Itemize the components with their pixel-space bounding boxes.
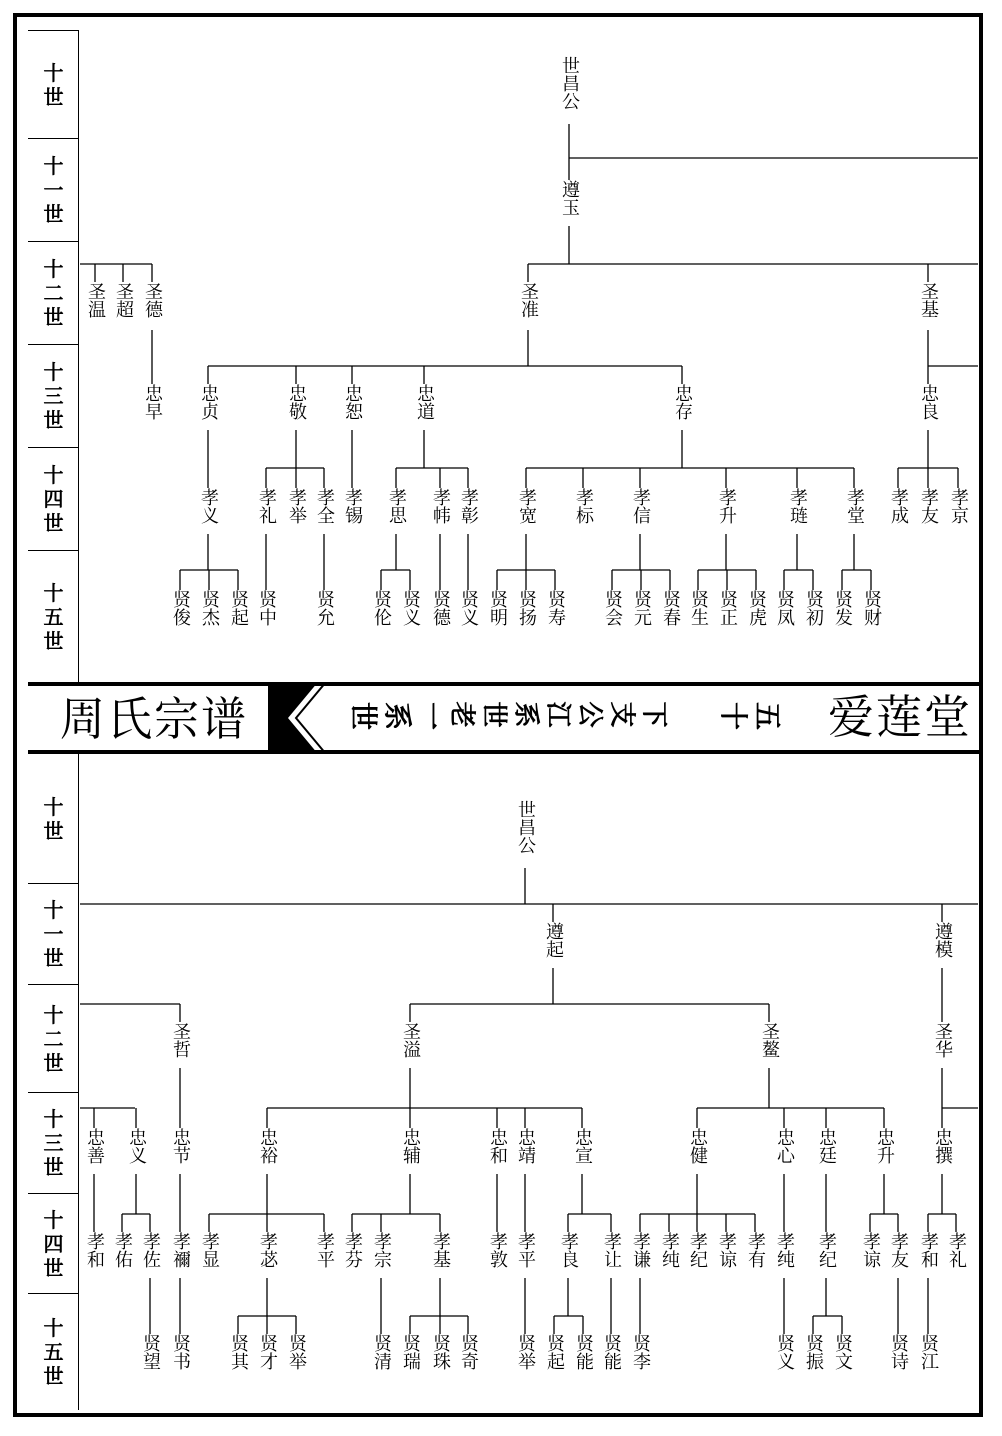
person-name: 孝琏 (787, 488, 808, 524)
person-name: 遵起 (543, 922, 564, 958)
person-name: 孝举 (286, 488, 307, 524)
person-name: 忠健 (687, 1128, 708, 1164)
person-name: 圣哲 (170, 1022, 191, 1058)
person-name: 圣温 (85, 282, 106, 318)
person-name: 贤起 (228, 590, 249, 626)
person-name: 贤初 (803, 590, 824, 626)
person-name: 贤书 (170, 1334, 191, 1370)
person-name: 孝标 (573, 488, 594, 524)
person-name: 孝让 (601, 1232, 622, 1268)
person-name: 贤望 (140, 1334, 161, 1370)
gen-label: 十 一 世 (28, 139, 79, 242)
person-name: 贤扬 (516, 590, 537, 626)
person-name: 遵玉 (559, 180, 580, 216)
person-name: 贤义 (400, 590, 421, 626)
person-name: 贤中 (256, 590, 277, 626)
person-name: 孝友 (888, 1232, 909, 1268)
person-name: 贤李 (630, 1334, 651, 1370)
person-name: 孝谦 (630, 1232, 651, 1268)
person-name: 忠宣 (572, 1128, 593, 1164)
person-name: 贤虎 (746, 590, 767, 626)
person-name: 孝友 (918, 488, 939, 524)
person-name: 贤起 (544, 1334, 565, 1370)
person-name: 贤生 (688, 590, 709, 626)
person-name: 贤举 (515, 1334, 536, 1370)
person-name: 孝彰 (458, 488, 479, 524)
person-name: 孝成 (888, 488, 909, 524)
gen-label: 十 三 世 (28, 345, 79, 448)
person-name: 贤凤 (774, 590, 795, 626)
person-name: 孝和 (918, 1232, 939, 1268)
person-name: 贤举 (286, 1334, 307, 1370)
person-name: 贤春 (660, 590, 681, 626)
person-name: 贤明 (487, 590, 508, 626)
person-name: 贤振 (803, 1334, 824, 1370)
person-name: 贤德 (430, 590, 451, 626)
person-name: 贤发 (832, 590, 853, 626)
person-name: 孝平 (314, 1232, 335, 1268)
person-name: 忠义 (126, 1128, 147, 1164)
person-name: 忠和 (487, 1128, 508, 1164)
person-name: 忠良 (918, 384, 939, 420)
person-name: 世昌公 (559, 56, 580, 110)
person-name: 贤才 (257, 1334, 278, 1370)
person-name: 孝佐 (140, 1232, 161, 1268)
person-name: 贤正 (717, 590, 738, 626)
person-name: 孝义 (198, 488, 219, 524)
person-name: 贤诗 (888, 1334, 909, 1370)
gen-label: 十 世 (28, 31, 79, 139)
person-name: 孝信 (630, 488, 651, 524)
person-name: 孝有 (745, 1232, 766, 1268)
person-name: 孝显 (199, 1232, 220, 1268)
person-name: 忠早 (142, 384, 163, 420)
gen-label: 十 二 世 (28, 985, 79, 1093)
person-name: 圣华 (932, 1022, 953, 1058)
person-name: 贤能 (573, 1334, 594, 1370)
person-name: 圣准 (518, 282, 539, 318)
person-name: 贤元 (631, 590, 652, 626)
person-name: 孝敦 (487, 1232, 508, 1268)
person-name: 孝谅 (716, 1232, 737, 1268)
person-name: 贤义 (458, 590, 479, 626)
person-name: 忠辅 (400, 1128, 421, 1164)
person-name: 孝和 (84, 1232, 105, 1268)
person-name: 圣鳌 (759, 1022, 780, 1058)
person-name: 孝芬 (342, 1232, 363, 1268)
person-name: 孝纪 (687, 1232, 708, 1268)
person-name: 贤义 (774, 1334, 795, 1370)
person-name: 忠节 (170, 1128, 191, 1164)
person-name: 贤能 (601, 1334, 622, 1370)
gen-label: 十 五 世 (43, 581, 64, 653)
person-name: 孝全 (314, 488, 335, 524)
person-name: 贤江 (918, 1334, 939, 1370)
person-name: 贤寿 (545, 590, 566, 626)
person-name: 贤财 (861, 590, 882, 626)
person-name: 忠心 (774, 1128, 795, 1164)
person-name: 孝礼 (256, 488, 277, 524)
person-name: 孝纯 (774, 1232, 795, 1268)
person-name: 孝礼 (946, 1232, 967, 1268)
gen-label: 十 三 世 (28, 1093, 79, 1194)
person-name: 圣德 (142, 282, 163, 318)
person-name: 孝宗 (371, 1232, 392, 1268)
person-name: 忠敬 (286, 384, 307, 420)
person-name: 忠存 (672, 384, 693, 420)
person-name: 世昌公 (515, 800, 536, 854)
person-name: 贤会 (602, 590, 623, 626)
person-name: 孝纯 (659, 1232, 680, 1268)
person-name: 忠裕 (257, 1128, 278, 1164)
person-name: 忠廷 (816, 1128, 837, 1164)
gen-label: 十 一 世 (28, 884, 79, 985)
person-name: 忠升 (874, 1128, 895, 1164)
person-name: 贤文 (832, 1334, 853, 1370)
person-name: 忠撰 (932, 1128, 953, 1164)
person-name: 孝堂 (844, 488, 865, 524)
person-name: 孝禰 (170, 1232, 191, 1268)
person-name: 圣溢 (400, 1022, 421, 1058)
gen-label: 十 四 世 (28, 1194, 79, 1294)
gen-label: 十 二 世 (28, 242, 79, 345)
person-name: 遵模 (932, 922, 953, 958)
person-name: 圣基 (918, 282, 939, 318)
person-name: 孝升 (716, 488, 737, 524)
person-name: 贤清 (371, 1334, 392, 1370)
person-name: 贤俊 (170, 590, 191, 626)
person-name: 忠恕 (342, 384, 363, 420)
hall-name: 爱莲堂 (828, 690, 972, 744)
person-name: 贤杰 (199, 590, 220, 626)
person-name: 孝锡 (342, 488, 363, 524)
person-name: 圣超 (113, 282, 134, 318)
lineage-label: 老世系江公支下 (446, 701, 669, 728)
person-name: 忠靖 (515, 1128, 536, 1164)
person-name: 孝苾 (257, 1232, 278, 1268)
person-name: 孝平 (515, 1232, 536, 1268)
person-name: 贤奇 (458, 1334, 479, 1370)
person-name: 孝宽 (516, 488, 537, 524)
person-name: 孝思 (386, 488, 407, 524)
section-label: 世系一 (347, 701, 449, 731)
page-number: 十五 (717, 701, 785, 731)
person-name: 孝帏 (430, 488, 451, 524)
person-name: 贤允 (314, 590, 335, 626)
person-name: 孝基 (430, 1232, 451, 1268)
person-name: 孝佑 (112, 1232, 133, 1268)
person-name: 贤珠 (430, 1334, 451, 1370)
person-name: 贤瑞 (400, 1334, 421, 1370)
person-name: 忠善 (84, 1128, 105, 1164)
gen-label: 十 五 世 (43, 1316, 64, 1388)
person-name: 孝纪 (816, 1232, 837, 1268)
person-name: 忠道 (414, 384, 435, 420)
person-name: 贤其 (228, 1334, 249, 1370)
person-name: 忠贞 (198, 384, 219, 420)
gen-label: 十 四 世 (28, 448, 79, 551)
person-name: 孝良 (558, 1232, 579, 1268)
genealogy-title: 周氏宗谱 (59, 692, 249, 746)
person-name: 孝谅 (860, 1232, 881, 1268)
person-name: 贤伦 (371, 590, 392, 626)
gen-label: 十 世 (28, 754, 79, 884)
person-name: 孝京 (948, 488, 969, 524)
